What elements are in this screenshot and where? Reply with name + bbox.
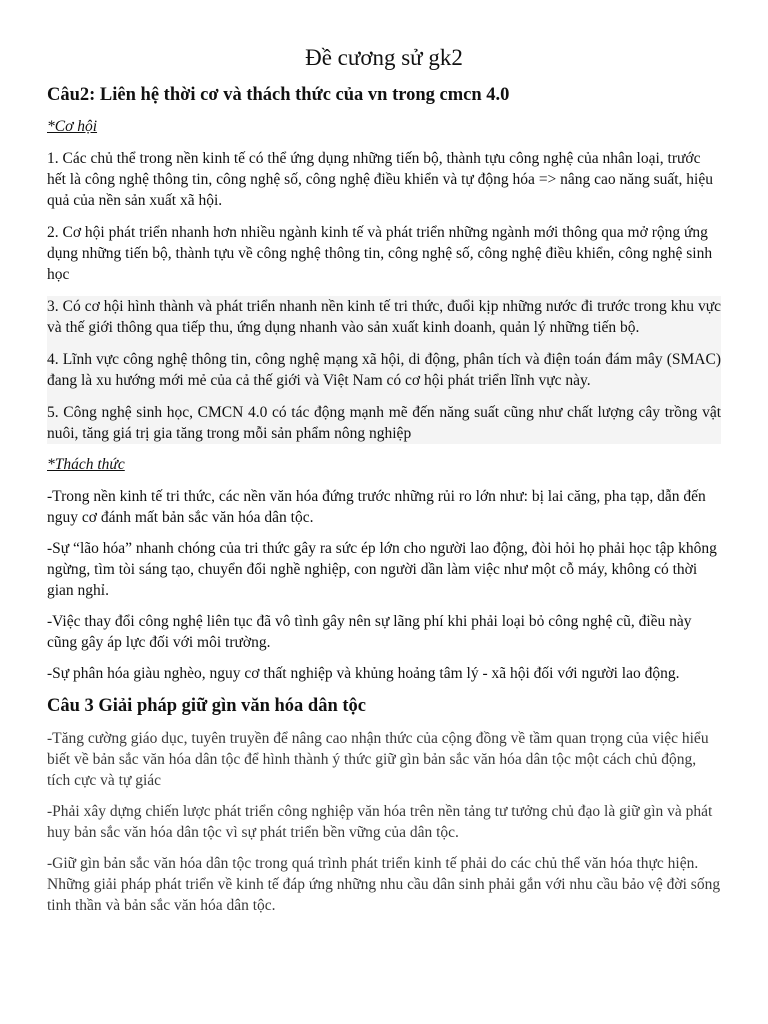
challenge-item: -Sự “lão hóa” nhanh chóng của tri thức gây ra sức ép lớn cho người lao động, đòi hỏi họ phải học tập không ngừng, tìm tòi sáng tạo, chuyển đổi nghề nghiệp, con người dần làm việc như một cỗ máy, không có thời gian nghỉ. — [47, 540, 717, 599]
solutions-list — [47, 728, 721, 916]
section-heading-cau2: Câu2: Liên hệ thời cơ và thách thức của vn trong cmcn 4.0 — [47, 85, 510, 105]
opportunity-item: 1. Các chủ thể trong nền kinh tế có thể ứng dụng những tiến bộ, thành tựu công nghệ của nhân loại, trước hết là công nghệ thông tin, công nghệ số, công nghệ điều khiển và tự động hóa => nâng cao năng suất, hiệu quả của nền sản xuất xã hội. — [47, 150, 713, 209]
shaded-block — [47, 296, 721, 444]
opportunity-item: 3. Có cơ hội hình thành và phát triển nhanh nền kinh tế tri thức, đuổi kịp những nước đi trước trong khu vực và thế giới thông qua tiếp thu, ứng dụng nhanh vào sản xuất kinh doanh, quản lý những tiến bộ. — [47, 298, 721, 336]
solution-item: -Phải xây dựng chiến lược phát triển công nghiệp văn hóa trên nền tảng tư tưởng chủ đạo là giữ gìn và phát huy bản sắc văn hóa dân tộc vì sự phát triển bền vững của dân tộc. — [47, 803, 713, 841]
challenge-item: -Sự phân hóa giàu nghèo, nguy cơ thất nghiệp và khủng hoảng tâm lý - xã hội đối với người lao động. — [47, 665, 680, 682]
challenge-item: -Việc thay đổi công nghệ liên tục đã vô tình gây nên sự lãng phí khi phải loại bỏ công nghệ cũ, điều này cũng gây áp lực đối với môi trường. — [47, 613, 692, 651]
document-title: Đề cương sử gk2 — [305, 45, 463, 70]
subheading-opportunities: *Cơ hội — [47, 118, 98, 135]
solution-item: -Tăng cường giáo dục, tuyên truyền để nâng cao nhận thức của cộng đồng về tầm quan trọng của việc hiểu biết về bản sắc văn hóa dân tộc để hình thành ý thức giữ gìn bản sắc văn hóa dân tộc một cách chủ động, tích cực và tự giác — [47, 730, 709, 789]
section-heading-cau3: Câu 3 Giải pháp giữ gìn văn hóa dân tộc — [47, 696, 367, 716]
opportunity-item: 4. Lĩnh vực công nghệ thông tin, công nghệ mạng xã hội, di động, phân tích và điện toán đám mây (SMAC) đang là xu hướng mới mẻ của cả thế giới và Việt Nam có cơ hội phát triển lĩnh vực này. — [47, 351, 721, 389]
challenge-item: -Trong nền kinh tế tri thức, các nền văn hóa đứng trước những rủi ro lớn như: bị lai căng, pha tạp, dẫn đến nguy cơ đánh mất bản sắc văn hóa dân tộc. — [47, 488, 706, 526]
challenges-list — [47, 486, 721, 684]
opportunity-item: 5. Công nghệ sinh học, CMCN 4.0 có tác động mạnh mẽ đến năng suất cũng như chất lượng cây trồng vật nuôi, tăng giá trị gia tăng trong mỗi sản phẩm nông nghiệp — [47, 404, 721, 442]
subheading-challenges: *Thách thức — [47, 456, 125, 473]
opportunities-list — [47, 148, 721, 444]
opportunity-item: 2. Cơ hội phát triển nhanh hơn nhiều ngành kinh tế và phát triển những ngành mới thông qua mở rộng ứng dụng những tiến bộ, thành tựu về công nghệ thông tin, công nghệ số, công nghệ điều khiển, công nghệ sinh học — [47, 224, 713, 283]
solution-item: -Giữ gìn bản sắc văn hóa dân tộc trong quá trình phát triển kinh tế phải do các chủ thể văn hóa thực hiện. Những giải pháp phát triển về kinh tế đáp ứng những nhu cầu dân sinh phải gắn với nhu cầu bảo vệ đời sống tinh thần và bản sắc văn hóa dân tộc. — [47, 855, 721, 914]
